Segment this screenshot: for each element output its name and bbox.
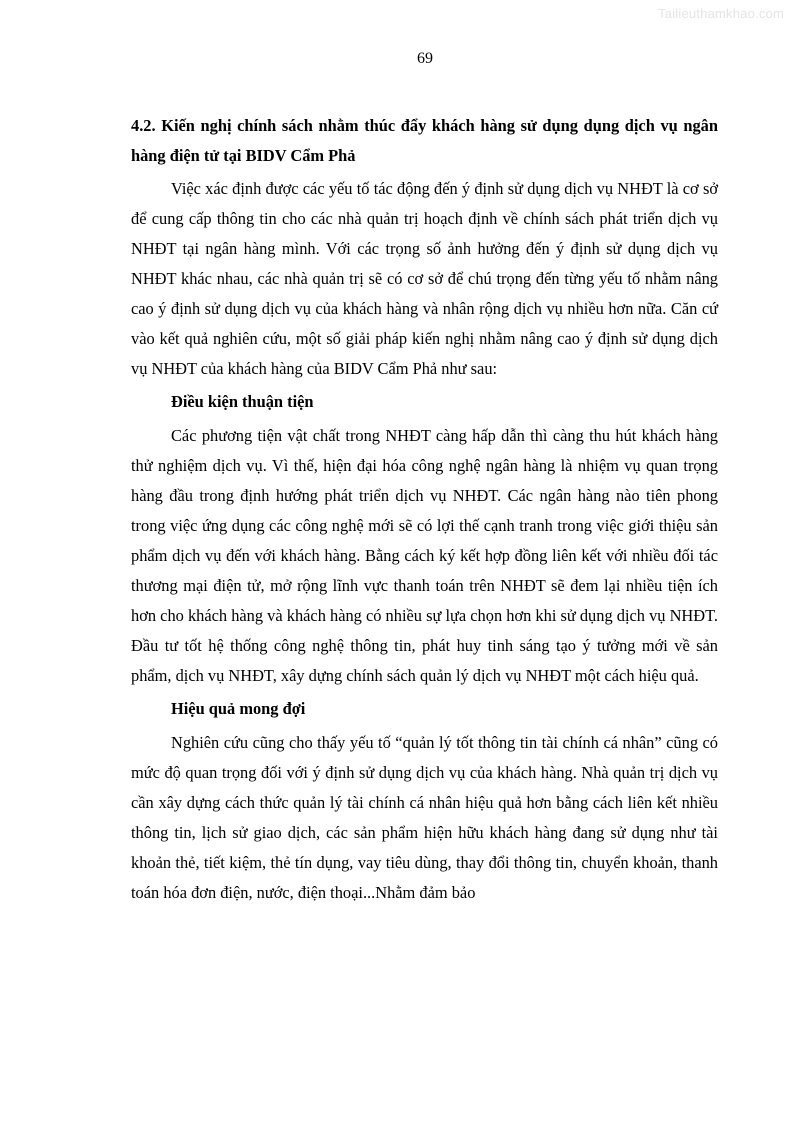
subsection-title-convenience: Điều kiện thuận tiện: [171, 392, 314, 411]
subsection-title-expected-effectiveness: Hiệu quả mong đợi: [171, 699, 306, 718]
subsection-body-convenience: Các phương tiện vật chất trong NHĐT càng hấp dẫn thì càng thu hút khách hàng thử nghiệm dịch vụ. Vì thế, hiện đại hóa công nghệ ngân hàng là nhiệm vụ quan trọng hàng đầu trong định hướng phát triển dịch vụ NHĐT. Các ngân hàng nào tiên phong trong việc ứng dụng các công nghệ mới sẽ có lợi thế cạnh tranh trong việc giới thiệu sản phẩm dịch vụ đến với khách hàng. Bằng cách ký kết hợp đồng liên kết với nhiều đối tác thương mại điện tử, mở rộng lĩnh vực thanh toán trên NHĐT sẽ đem lại nhiều tiện ích hơn cho khách hàng và khách hàng có nhiều sự lựa chọn hơn khi sử dụng dịch vụ NHĐT. Đầu tư tốt hệ thống công nghệ thông tin, phát huy tinh sáng tạo ý tưởng mới về sản phẩm, dịch vụ NHĐT, xây dựng chính sách quản lý dịch vụ NHĐT một cách hiệu quả.: [131, 426, 718, 685]
section-heading: 4.2. Kiến nghị chính sách nhằm thúc đẩy khách hàng sử dụng dụng dịch vụ ngân hàng điện tử tại BIDV Cẩm Phả: [131, 116, 718, 165]
subsection-body-expected-effectiveness: Nghiên cứu cũng cho thấy yếu tố “quản lý tốt thông tin tài chính cá nhân” cũng có mức độ quan trọng đối với ý định sử dụng dịch vụ của khách hàng. Nhà quản trị dịch vụ cần xây dựng cách thức quản lý tài chính cá nhân hiệu quả hơn bằng cách liên kết nhiều thông tin, lịch sử giao dịch, các sản phẩm hiện hữu khách hàng đang sử dụng như tài khoản thẻ, tiết kiệm, thẻ tín dụng, vay tiêu dùng, thay đổi thông tin, chuyển khoản, thanh toán hóa đơn điện, nước, điện thoại...Nhằm đảm bảo: [131, 733, 718, 902]
watermark-text: Tailieuthamkhao.com: [658, 6, 784, 21]
intro-paragraph: Việc xác định được các yếu tố tác động đến ý định sử dụng dịch vụ NHĐT là cơ sở để cung cấp thông tin cho các nhà quản trị hoạch định về chính sách phát triển dịch vụ NHĐT tại ngân hàng mình. Với các trọng số ảnh hưởng đến ý định sử dụng dịch vụ NHĐT khác nhau, các nhà quản trị sẽ có cơ sở để chú trọng đến từng yếu tố nhằm nâng cao ý định sử dụng dịch vụ của khách hàng và nhân rộng dịch vụ nhiều hơn nữa. Căn cứ vào kết quả nghiên cứu, một số giải pháp kiến nghị nhằm nâng cao ý định sử dụng dịch vụ NHĐT của khách hàng của BIDV Cẩm Phả như sau:: [131, 179, 718, 378]
page-number: 69: [417, 50, 433, 67]
document-body: [131, 111, 718, 911]
